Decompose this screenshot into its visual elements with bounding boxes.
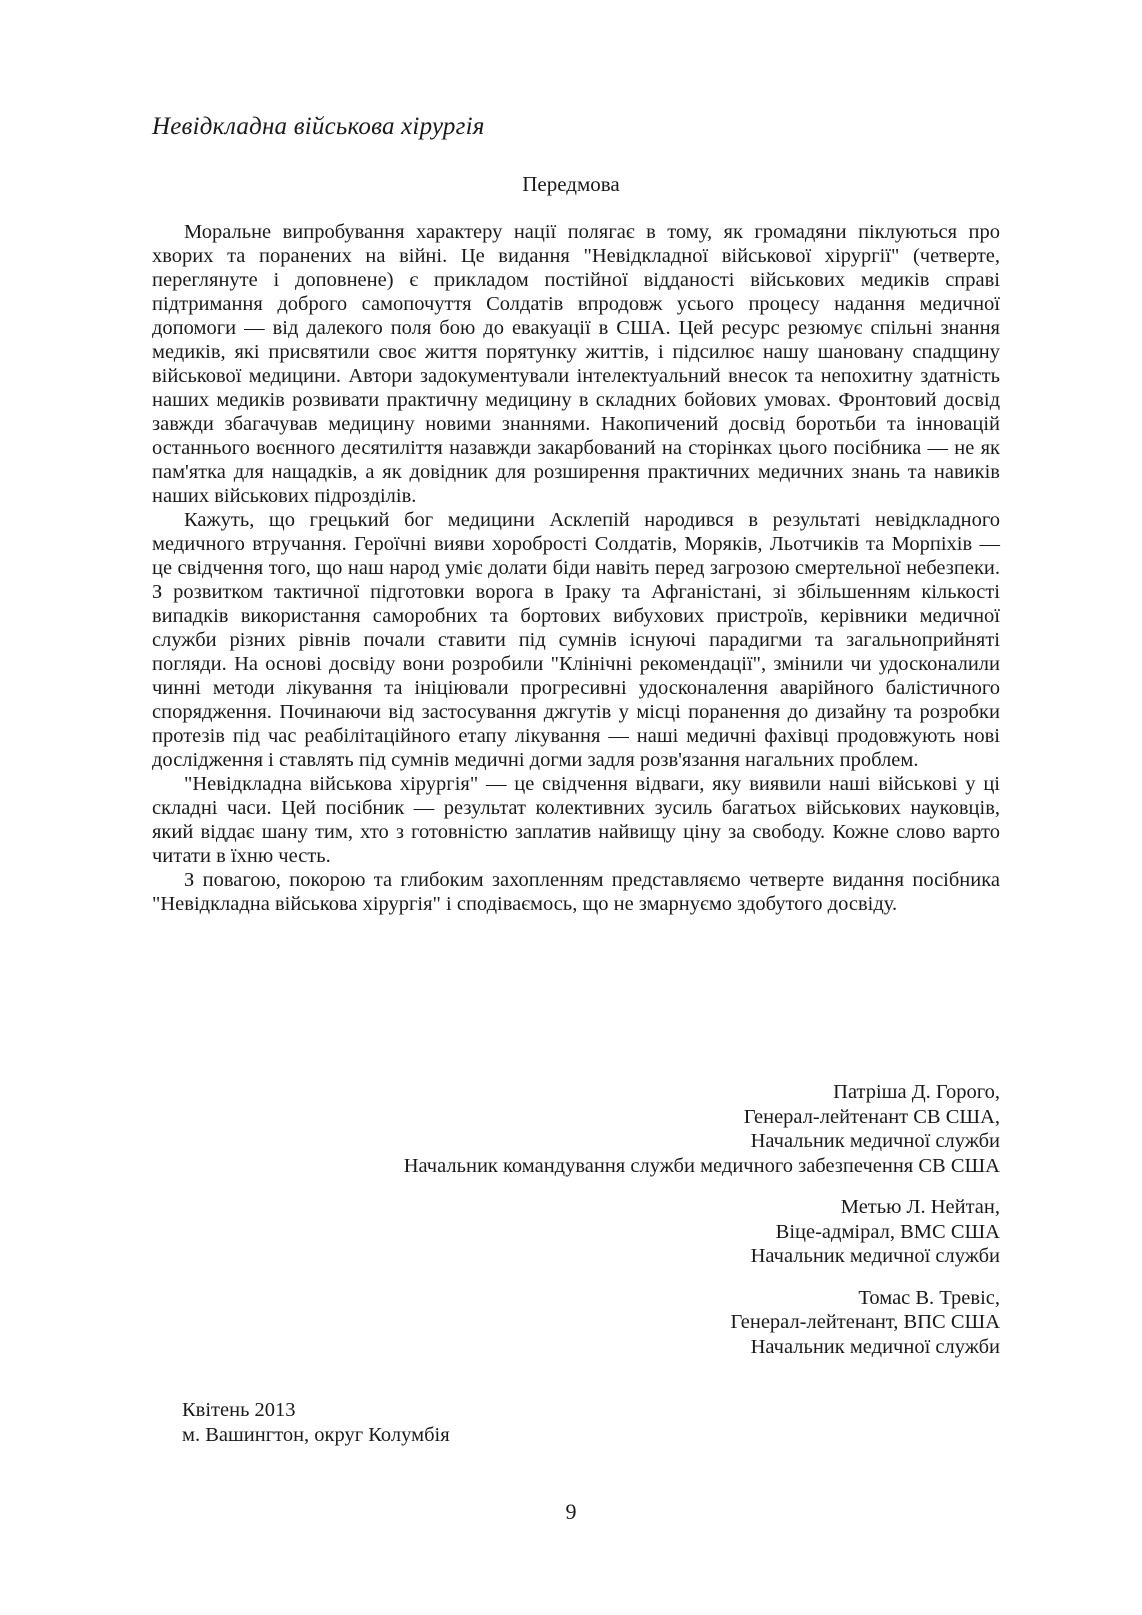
signatory-title: Начальник медичної служби (750, 1245, 1000, 1267)
date-place (182, 1398, 450, 1447)
signatory-extra-title: Начальник командування служби медичного забезпечення СВ США (403, 1154, 1000, 1177)
signatory-name: Патріша Д. Горого, (833, 1081, 1000, 1103)
signatory-title: Начальник медичної служби (750, 1335, 1000, 1358)
signature-block (404, 1286, 1000, 1360)
section-title: Передмова (522, 172, 620, 196)
signatory-name: Метью Л. Нейтан, (840, 1196, 1000, 1218)
page-number: 9 (565, 1499, 577, 1524)
signature-block (404, 1195, 1000, 1269)
signatory-rank: Генерал-лейтенант, ВПС США (730, 1311, 1000, 1333)
signature-block (404, 1080, 1000, 1178)
body-text (152, 220, 1000, 916)
date: Квітень 2013 (182, 1399, 296, 1421)
paragraph: "Невідкладна військова хірургія" — це свідчення відваги, яку виявили наші військові у ці складні часи. Цей посібник — результат колективних зусиль багатьох військових науковців, який віддає шану тим, хто з готовністю заплатив найвищу ціну за свободу. Кожне слово варто читати в їхню честь. (152, 773, 1000, 867)
signatory-name: Томас В. Тревіс, (858, 1286, 1000, 1309)
paragraph: З повагою, покорою та глибоким захопленням представляємо четверте видання посібника "Невідкладна військова хірургія" і сподіваємось, що не змарнуємо здобутого досвіду. (152, 869, 1000, 915)
signatory-rank: Віце-адмірал, ВМС США (775, 1220, 1000, 1243)
paragraph: Кажуть, що грецький бог медицини Асклепій народився в результаті невідкладного медичного втручання. Героїчні вияви хоробрості Солдатів, Моряків, Льотчиків та Морпіхів — це свідчення того, що наш народ уміє долати біди навіть перед загрозою смертельної небезпеки. З розвитком тактичної підготовки ворога в Іраку та Афганістані, зі збільшенням кількості випадків використання саморобних та бортових вибухових пристроїв, керівники медичної служби різних рівнів почали ставити під сумнів існуючі парадигми та загальноприйняті погляди. На основі досвіду вони розробили "Клінічні рекомендації", змінили чи удосконалили чинні методи лікування та ініціювали прогресивні удосконалення аварійного балістичного спорядження. Починаючи від застосування джгутів у місці поранення до дизайну та розробки протезів під час реабілітаційного етапу лікування — наші медичні фахівці продовжують нові дослідження і ставлять під сумнів медичні догми задля розв'язання нагальних проблем. (152, 509, 1000, 771)
paragraph: Моральне випробування характеру нації полягає в тому, як громадяни піклуються про хворих та поранених на війні. Це видання "Невідкладної військової хірургії" (четверте, переглянуте і доповнене) є прикладом постійної відданості військових медиків справі підтримання доброго самопочуття Солдатів впродовж усього процесу надання медичної допомоги — від далекого поля бою до евакуації в США. Цей ресурс резюмує спільні знання медиків, які присвятили своє життя порятунку життів, і підсилює нашу шановану спадщину військової медицини. Автори задокументували інтелектуальний внесок та непохитну здатність наших медиків розвивати практичну медицину в складних бойових умовах. Фронтовий досвід завжди збагачував медицину новими знаннями. Накопичений досвід боротьби та інновацій останнього воєнного десятиліття назавжди закарбований на сторінках цього посібника — не як пам'ятка для нащадків, а як довідник для розширення практичних медичних знань та навиків наших військових підрозділів. (152, 221, 1000, 507)
place: м. Вашингтон, округ Колумбія (182, 1423, 450, 1446)
signatures (404, 1080, 1000, 1376)
signatory-rank: Генерал-лейтенант СВ США, (743, 1105, 1000, 1128)
running-header: Невідкладна військова хірургія (152, 113, 485, 140)
signatory-title: Начальник медичної служби (750, 1130, 1000, 1152)
